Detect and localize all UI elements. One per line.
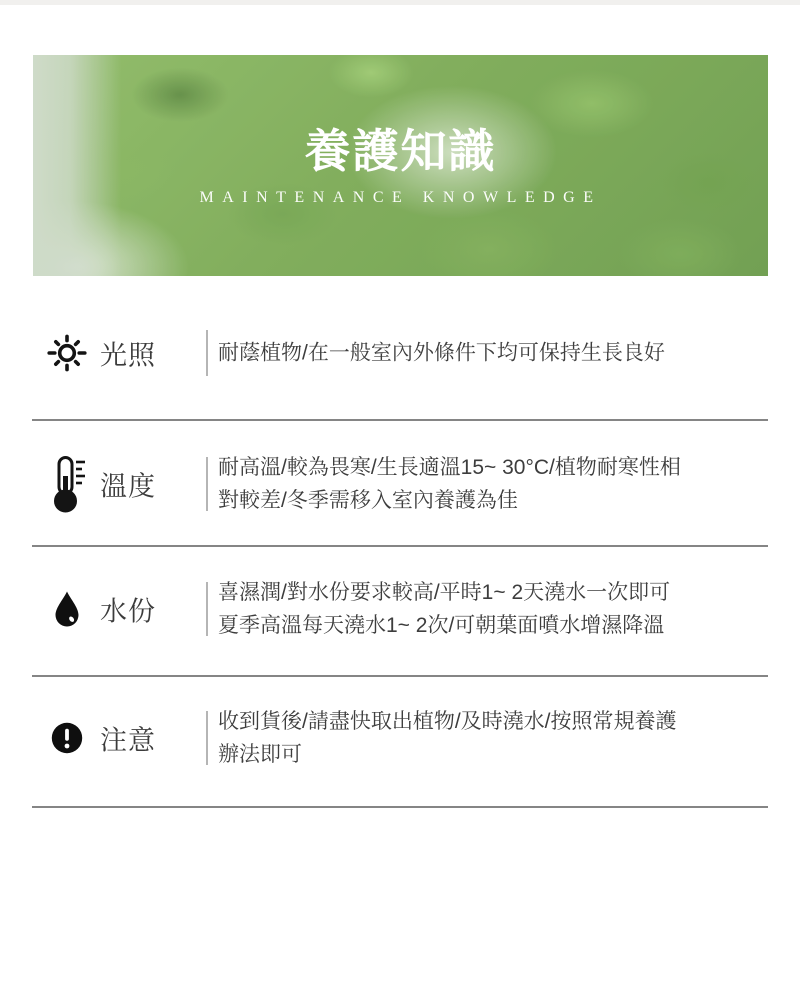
- vertical-divider: [206, 457, 208, 511]
- care-row-light: [0, 300, 800, 406]
- section-divider: [32, 419, 768, 421]
- care-text-line: 耐蔭植物/在一般室內外條件下均可保持生長良好: [218, 341, 665, 365]
- care-text-line: 對較差/冬季需移入室內養護為佳: [218, 489, 518, 512]
- section-divider: [32, 806, 768, 808]
- care-label-notice: 注意: [100, 725, 156, 756]
- care-label-light: 光照: [100, 340, 156, 371]
- care-row-water: [0, 555, 800, 663]
- care-text-light: [218, 337, 792, 370]
- thermometer-icon: [44, 455, 90, 513]
- top-strip: [0, 0, 800, 5]
- hero-banner-image: [33, 55, 768, 276]
- section-divider: [32, 545, 768, 547]
- vertical-divider: [206, 330, 208, 376]
- care-text-line: 辦法即可: [218, 743, 302, 766]
- sun-icon: [44, 332, 90, 374]
- vertical-divider: [206, 711, 208, 765]
- care-text-water: [218, 576, 792, 642]
- water-drop-icon: [44, 590, 90, 628]
- care-text-line: 收到貨後/請盡快取出植物/及時澆水/按照常規養護: [218, 710, 677, 733]
- care-label-water: 水份: [100, 596, 156, 627]
- care-text-notice: [218, 705, 792, 771]
- care-text-line: 耐高溫/較為畏寒/生長適溫15~ 30°C/植物耐寒性相: [218, 456, 681, 479]
- care-row-temperature: [0, 430, 800, 538]
- hero-subtitle: MAINTENANCE KNOWLEDGE: [199, 189, 602, 206]
- exclamation-icon: [44, 722, 90, 754]
- care-row-notice: [0, 684, 800, 792]
- care-text-temperature: [218, 451, 792, 517]
- care-label-temperature: 溫度: [100, 471, 156, 502]
- section-divider: [32, 675, 768, 677]
- hero-title: 養護知識: [304, 125, 497, 177]
- care-text-line: 夏季高溫每天澆水1~ 2次/可朝葉面噴水增濕降溫: [218, 614, 665, 637]
- care-text-line: 喜濕潤/對水份要求較高/平時1~ 2天澆水一次即可: [218, 581, 671, 604]
- vertical-divider: [206, 582, 208, 636]
